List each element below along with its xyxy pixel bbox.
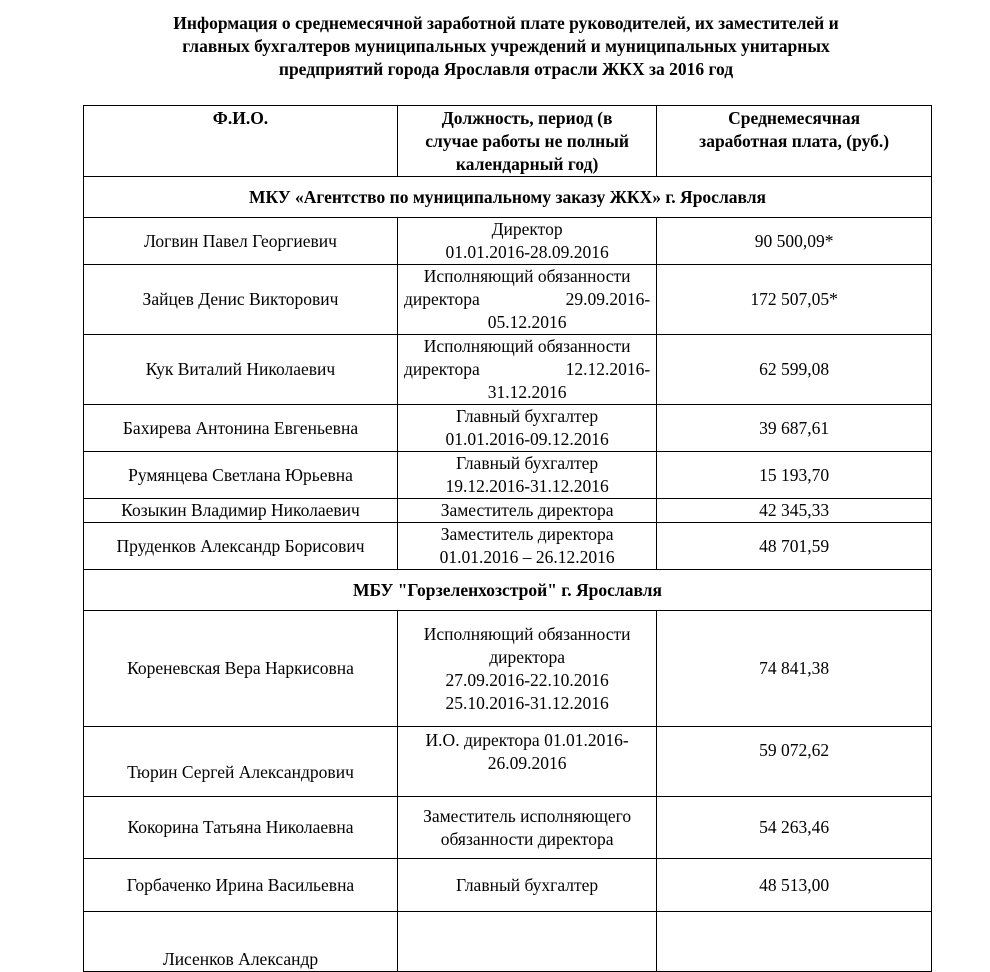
- person-salary: 74 841,38: [657, 611, 932, 727]
- table-row: [84, 405, 932, 452]
- person-position: И.О. директора 01.01.2016- 26.09.2016: [397, 727, 656, 797]
- header-name: Ф.И.О.: [84, 106, 398, 177]
- org-name: МКУ «Агентство по муниципальному заказу ЖКХ» г. Ярославля: [84, 177, 932, 218]
- person-salary: 90 500,09*: [657, 218, 932, 265]
- table-row: [84, 797, 932, 859]
- person-position: Заместитель директора: [397, 499, 656, 523]
- person-position: [397, 912, 656, 972]
- table-row: [84, 499, 932, 523]
- header-salary: Среднемесячная заработная плата, (руб.): [657, 106, 932, 177]
- person-position: Исполняющий обязанности директора 12.12.2016- 31.12.2016: [397, 335, 656, 405]
- person-name: Зайцев Денис Викторович: [84, 265, 398, 335]
- person-name: Тюрин Сергей Александрович: [84, 727, 398, 797]
- person-name: Пруденков Александр Борисович: [84, 523, 398, 570]
- table-row: [84, 859, 932, 912]
- person-position: Директор 01.01.2016-28.09.2016: [397, 218, 656, 265]
- table-row: [84, 523, 932, 570]
- person-salary: 59 072,62: [657, 727, 932, 797]
- person-name: Кук Виталий Николаевич: [84, 335, 398, 405]
- person-salary: 48 701,59: [657, 523, 932, 570]
- table-row: [84, 912, 932, 972]
- document-title: [80, 12, 932, 81]
- person-name: Козыкин Владимир Николаевич: [84, 499, 398, 523]
- header-position: Должность, период (в случае работы не полный календарный год): [397, 106, 656, 177]
- person-name: Кокорина Татьяна Николаевна: [84, 797, 398, 859]
- person-position: Главный бухгалтер 01.01.2016-09.12.2016: [397, 405, 656, 452]
- person-salary: 39 687,61: [657, 405, 932, 452]
- person-position: Заместитель директора 01.01.2016 – 26.12.2016: [397, 523, 656, 570]
- table-row: [84, 218, 932, 265]
- person-position: Главный бухгалтер: [397, 859, 656, 912]
- title-line-3: предприятий города Ярославля отрасли ЖКХ за 2016 год: [278, 59, 734, 79]
- person-salary: 42 345,33: [657, 499, 932, 523]
- person-name: Лисенков Александр: [84, 912, 398, 972]
- person-salary: 15 193,70: [657, 452, 932, 499]
- person-name: Логвин Павел Георгиевич: [84, 218, 398, 265]
- table-row: [84, 727, 932, 797]
- table-row: [84, 335, 932, 405]
- table-row: [84, 452, 932, 499]
- org-name: МБУ "Горзеленхозстрой" г. Ярославля: [84, 570, 932, 611]
- org-row-gorzelenkhozstroy: [84, 570, 932, 611]
- person-position: Исполняющий обязанности директора 27.09.2016-22.10.2016 25.10.2016-31.12.2016: [397, 611, 656, 727]
- person-name: Горбаченко Ирина Васильевна: [84, 859, 398, 912]
- person-name: Румянцева Светлана Юрьевна: [84, 452, 398, 499]
- title-line-2: главных бухгалтеров муниципальных учреждений и муниципальных унитарных: [182, 36, 830, 56]
- person-name: Бахирева Антонина Евгеньевна: [84, 405, 398, 452]
- person-position: Исполняющий обязанности директора 29.09.2016- 05.12.2016: [397, 265, 656, 335]
- person-salary: 54 263,46: [657, 797, 932, 859]
- person-salary: 62 599,08: [657, 335, 932, 405]
- person-salary: 48 513,00: [657, 859, 932, 912]
- person-salary: [657, 912, 932, 972]
- table-row: [84, 611, 932, 727]
- header-row: [84, 106, 932, 177]
- person-position: Главный бухгалтер 19.12.2016-31.12.2016: [397, 452, 656, 499]
- person-position: Заместитель исполняющего обязанности директора: [397, 797, 656, 859]
- person-name: Кореневская Вера Наркисовна: [84, 611, 398, 727]
- org-row-agency: [84, 177, 932, 218]
- table-row: [84, 265, 932, 335]
- title-line-1: Информация о среднемесячной заработной плате руководителей, их заместителей и: [173, 13, 839, 33]
- person-salary: 172 507,05*: [657, 265, 932, 335]
- salary-table: [83, 105, 932, 972]
